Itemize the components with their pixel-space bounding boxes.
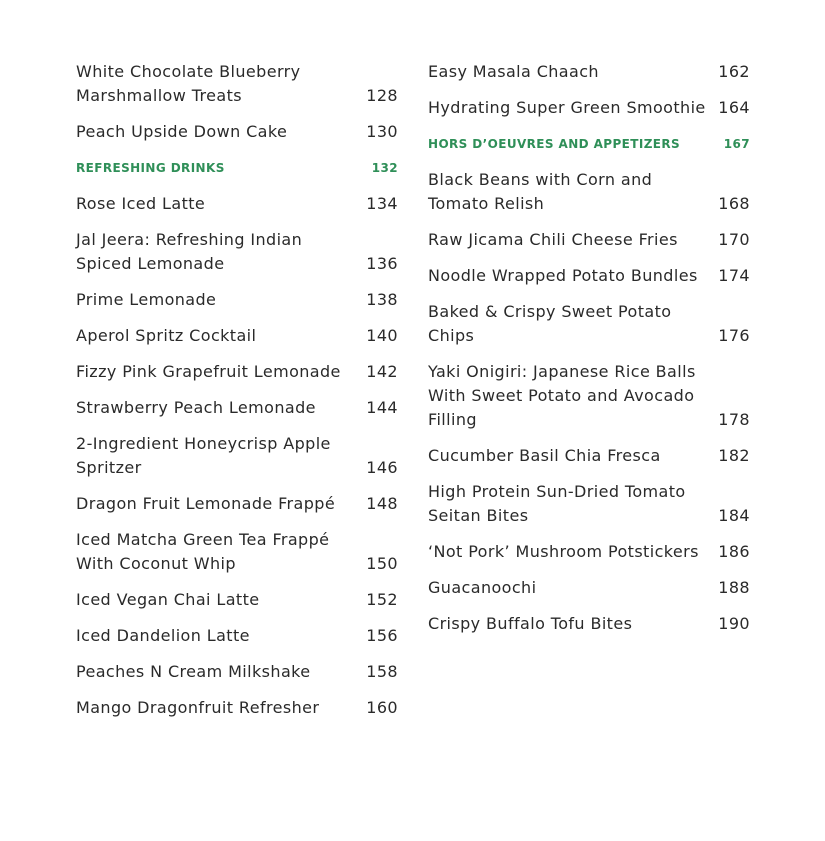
entry-title: Raw Jicama Chili Cheese Fries [428,230,678,249]
entry-title: High Protein Sun-Dried Tomato Seitan Bites [428,482,686,525]
page-number: 148 [366,494,398,513]
toc-entry [428,300,750,348]
toc-section-heading [428,132,750,156]
toc-entry [428,444,750,468]
toc-entry [428,576,750,600]
entry-title: Rose Iced Latte [76,194,206,213]
page-number: 174 [718,266,750,285]
toc-entry [76,528,398,576]
page-number: 167 [723,137,750,151]
entry-title: Guacanoochi [428,578,537,597]
entry-title: Iced Matcha Green Tea Frappé With Coconut Whip [76,530,330,573]
page-number: 168 [718,194,750,213]
page-number: 158 [366,662,398,681]
entry-title: Jal Jeera: Refreshing Indian Spiced Lemonade [76,230,303,273]
toc-entry [76,60,398,108]
toc-entry [428,228,750,252]
toc-right-column [428,60,750,648]
entry-title: Peaches N Cream Milkshake [76,662,311,681]
entry-title: Dragon Fruit Lemonade Frappé [76,494,336,513]
toc-entry [428,96,750,120]
page-number: 150 [366,554,398,573]
toc-entry [76,432,398,480]
entry-title: Yaki Onigiri: Japanese Rice Balls With Sweet Potato and Avocado Filling [428,362,696,429]
entry-title: Iced Dandelion Latte [76,626,250,645]
entry-title: Cucumber Basil Chia Fresca [428,446,661,465]
toc-entry [428,480,750,528]
entry-title: Mango Dragonfruit Refresher [76,698,320,717]
entry-title: Iced Vegan Chai Latte [76,590,260,609]
toc-section-heading [76,156,398,180]
entry-title: Crispy Buffalo Tofu Bites [428,614,633,633]
toc-entry [76,192,398,216]
toc-entry [76,396,398,420]
toc-entry [428,540,750,564]
toc-entry [76,288,398,312]
entry-title: Easy Masala Chaach [428,62,599,81]
entry-title: ‘Not Pork’ Mushroom Potstickers [428,542,699,561]
toc-entry [428,264,750,288]
page-number: 152 [366,590,398,609]
page-number: 190 [718,614,750,633]
page-number: 136 [366,254,398,273]
page-number: 130 [366,122,398,141]
entry-title: Fizzy Pink Grapefruit Lemonade [76,362,341,381]
toc-entry [428,360,750,432]
entry-title: Black Beans with Corn and Tomato Relish [428,170,653,213]
page-number: 142 [366,362,398,381]
page-number: 156 [366,626,398,645]
entry-title: Hydrating Super Green Smoothie [428,98,706,117]
page-number: 170 [718,230,750,249]
entry-title: Peach Upside Down Cake [76,122,288,141]
page-number: 138 [366,290,398,309]
entry-title: 2-Ingredient Honeycrisp Apple Spritzer [76,434,331,477]
toc-entry [428,60,750,84]
entry-title: White Chocolate Blueberry Marshmallow Treats [76,62,301,105]
page-number: 188 [718,578,750,597]
page-number: 162 [718,62,750,81]
page-number: 186 [718,542,750,561]
page-number: 176 [718,326,750,345]
page-number: 182 [718,446,750,465]
entry-title: Strawberry Peach Lemonade [76,398,316,417]
page-number: 140 [366,326,398,345]
entry-title: Aperol Spritz Cocktail [76,326,257,345]
page-number: 160 [366,698,398,717]
toc-entry [76,660,398,684]
entry-title: Prime Lemonade [76,290,217,309]
toc-entry [76,228,398,276]
section-title: REFRESHING DRINKS [76,161,225,175]
toc-entry [76,324,398,348]
entry-title: Noodle Wrapped Potato Bundles [428,266,698,285]
toc-entry [428,612,750,636]
page-number: 128 [366,86,398,105]
page-number: 144 [366,398,398,417]
page-number: 164 [718,98,750,117]
entry-title: Baked & Crispy Sweet Potato Chips [428,302,672,345]
page-number: 146 [366,458,398,477]
toc-entry [76,624,398,648]
page-number: 134 [366,194,398,213]
toc-entry [428,168,750,216]
toc-entry [76,120,398,144]
toc-entry [76,492,398,516]
page-number: 184 [718,506,750,525]
page-number: 178 [718,410,750,429]
toc-entry [76,696,398,720]
section-title: HORS D’OEUVRES AND APPETIZERS [428,137,681,151]
toc-left-column [76,60,398,732]
toc-entry [76,588,398,612]
toc-entry [76,360,398,384]
page-number: 132 [371,161,398,175]
